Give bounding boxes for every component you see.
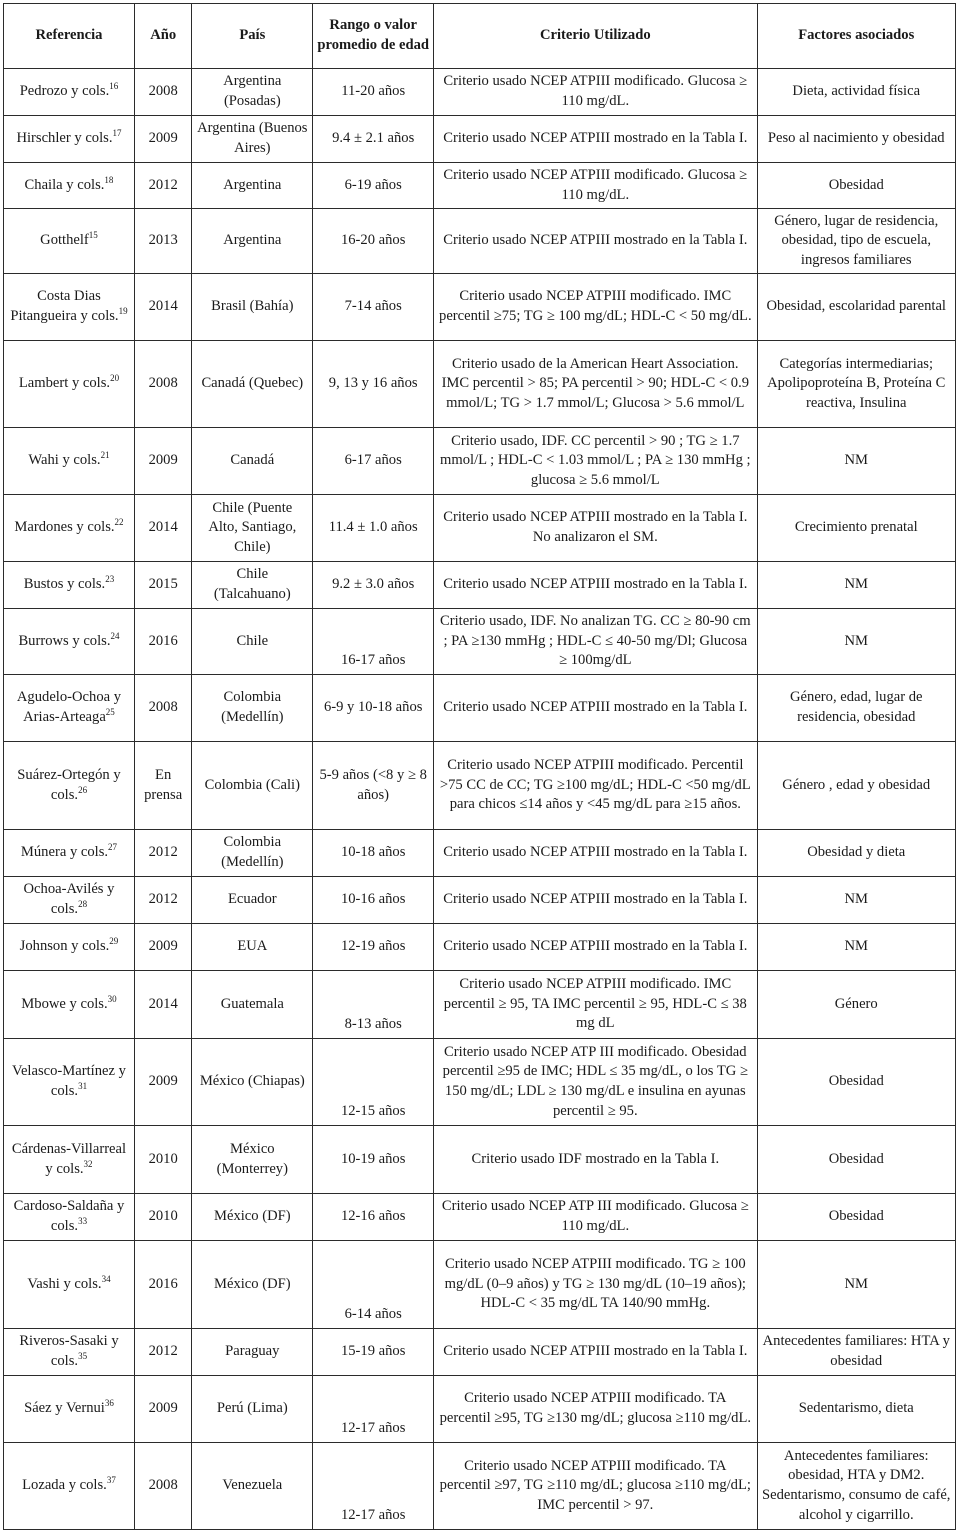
cell-year: 2012 [134,1329,191,1376]
table-row [4,971,956,1039]
cell-year: 2014 [134,274,191,341]
cell-country: Argentina (Posadas) [192,69,313,116]
cell-factors: Género, edad, lugar de residencia, obesidad [757,675,956,742]
cell-criteria: Criterio usado NCEP ATPIII modificado. IMC percentil ≥75; TG ≥ 100 mg/dL; HDL-C < 50 mg/dL. [434,274,757,341]
cell-age: 10-16 años [313,877,434,924]
cell-factors: Género, lugar de residencia, obesidad, tipo de escuela, ingresos familiares [757,209,956,274]
col-header-edad: Rango o valor promedio de edad [313,4,434,69]
cell-reference [4,1126,135,1194]
cell-factors: NM [757,924,956,971]
cell-criteria: Criterio usado NCEP ATPIII modificado. TG ≥ 100 mg/dL (0–9 años) y TG ≥ 130 mg/dL (10–19 años); HDL-C < 35 mg/dL TA 140/90 mmHg. [434,1241,757,1329]
cell-factors: Obesidad, escolaridad parental [757,274,956,341]
cell-criteria: Criterio usado NCEP ATPIII mostrado en la Tabla I. [434,830,757,877]
citation-number: 17 [112,128,122,139]
cell-factors: NM [757,609,956,675]
table-row [4,1329,956,1376]
cell-age: 12-17 años [313,1376,434,1443]
col-header-anio: Año [134,4,191,69]
table-row [4,274,956,341]
reference-text: Burrows y cols. [18,632,111,649]
cell-year: 2010 [134,1194,191,1241]
cell-year: 2009 [134,1039,191,1126]
cell-country: Canadá (Quebec) [192,341,313,428]
cell-factors: NM [757,428,956,495]
cell-reference [4,163,135,209]
cell-reference [4,274,135,341]
cell-country: Chile (Talcahuano) [192,562,313,609]
reference-text: Costa Dias Pitangueira y cols. [10,288,119,324]
cell-country: Colombia (Cali) [192,742,313,830]
cell-factors: Género , edad y obesidad [757,742,956,830]
table-row [4,1241,956,1329]
citation-number: 26 [78,784,88,795]
table-row [4,1194,956,1241]
table-row [4,1039,956,1126]
reference-text: Gotthelf [40,232,89,249]
table-row [4,495,956,562]
reference-text: Lambert y cols. [18,375,111,392]
cell-age: 9.2 ± 3.0 años [313,562,434,609]
citation-number: 36 [104,1398,114,1409]
cell-reference [4,742,135,830]
cell-country: Perú (Lima) [192,1376,313,1443]
cell-reference [4,675,135,742]
cell-criteria: Criterio usado NCEP ATPIII modificado. TA percentil ≥97, TG ≥110 mg/dL; glucosa ≥110 mg/dL; IMC percentil > 97. [434,1443,757,1530]
citation-number: 16 [109,81,119,92]
cell-country: Argentina [192,209,313,274]
citation-number: 28 [78,899,88,910]
cell-reference [4,69,135,116]
reference-text: Bustos y cols. [23,576,106,593]
citation-number: 31 [78,1081,88,1092]
cell-criteria: Criterio usado NCEP ATPIII mostrado en la Tabla I. [434,116,757,163]
cell-year: 2012 [134,830,191,877]
cell-reference [4,1039,135,1126]
cell-country: Paraguay [192,1329,313,1376]
reference-text: Ochoa-Avilés y cols. [23,881,115,917]
cell-age: 12-16 años [313,1194,434,1241]
cell-reference [4,877,135,924]
cell-year: 2015 [134,562,191,609]
cell-age: 7-14 años [313,274,434,341]
cell-age: 16-20 años [313,209,434,274]
table-row [4,1443,956,1530]
cell-factors: Obesidad [757,1039,956,1126]
reference-text: Pedrozo y cols. [19,83,110,100]
cell-country: Chile [192,609,313,675]
reference-text: Mardones y cols. [14,519,115,536]
citation-number: 22 [114,517,124,528]
table-row [4,341,956,428]
cell-year: En prensa [134,742,191,830]
table-row [4,924,956,971]
reference-text: Riveros-Sasaki y cols. [19,1333,119,1369]
cell-factors: NM [757,1241,956,1329]
cell-criteria: Criterio usado IDF mostrado en la Tabla I. [434,1126,757,1194]
cell-reference [4,341,135,428]
cell-criteria: Criterio usado NCEP ATP III modificado. Obesidad percentil ≥95 de IMC; HDL ≤ 35 mg/dL, o los TG ≥ 150 mg/dL; LDL ≥ 130 mg/dL e insulina en ayunas percentil ≥ 95. [434,1039,757,1126]
cell-criteria: Criterio usado NCEP ATP III modificado. Glucosa ≥ 110 mg/dL. [434,1194,757,1241]
cell-country: Venezuela [192,1443,313,1530]
cell-factors: Categorías intermediarias; Apolipoproteína B, Proteína C reactiva, Insulina [757,341,956,428]
cell-age: 11.4 ± 1.0 años [313,495,434,562]
cell-reference [4,1443,135,1530]
cell-reference [4,495,135,562]
table-row [4,830,956,877]
cell-age: 15-19 años [313,1329,434,1376]
cell-factors: Género [757,971,956,1039]
cell-year: 2014 [134,495,191,562]
cell-reference [4,562,135,609]
cell-age: 12-19 años [313,924,434,971]
citation-number: 29 [109,936,119,947]
cell-year: 2014 [134,971,191,1039]
cell-criteria: Criterio usado NCEP ATPIII mostrado en la Tabla I. [434,675,757,742]
cell-age: 9, 13 y 16 años [313,341,434,428]
table-row [4,609,956,675]
cell-reference [4,971,135,1039]
table-row [4,1376,956,1443]
cell-country: Chile (Puente Alto, Santiago, Chile) [192,495,313,562]
cell-country: Guatemala [192,971,313,1039]
citation-number: 25 [105,707,115,718]
reference-text: Cardoso-Saldaña y cols. [13,1198,125,1234]
cell-reference [4,428,135,495]
cell-age: 6-14 años [313,1241,434,1329]
cell-country: Ecuador [192,877,313,924]
cell-factors: Dieta, actividad física [757,69,956,116]
citation-number: 18 [104,174,114,185]
cell-age: 6-19 años [313,163,434,209]
cell-factors: Peso al nacimiento y obesidad [757,116,956,163]
cell-factors: Obesidad [757,1194,956,1241]
cell-reference [4,1376,135,1443]
cell-reference [4,1194,135,1241]
cell-year: 2012 [134,163,191,209]
cell-reference [4,924,135,971]
cell-criteria: Criterio usado de la American Heart Association. IMC percentil > 85; PA percentil > 90; HDL-C < 0.9 mmol/L; TG > 1.7 mmol/L; Glucosa > 5.6 mmol/L [434,341,757,428]
cell-age: 12-17 años [313,1443,434,1530]
citation-number: 15 [88,230,98,241]
cell-criteria: Criterio usado, IDF. CC percentil > 90 ; TG ≥ 1.7 mmol/L ; HDL-C < 1.03 mmol/L ; PA ≥ 130 mmHg ; glucosa ≥ 5.6 mmol/L [434,428,757,495]
cell-year: 2013 [134,209,191,274]
reference-text: Chaila y cols. [24,176,105,193]
cell-criteria: Criterio usado NCEP ATPIII mostrado en la Tabla I. [434,209,757,274]
cell-age: 9.4 ± 2.1 años [313,116,434,163]
reference-text: Mbowe y cols. [21,995,108,1012]
table-row [4,116,956,163]
reference-text: Cárdenas-Villarreal y cols. [11,1140,127,1177]
cell-country: Colombia (Medellín) [192,830,313,877]
cell-reference [4,1241,135,1329]
cell-age: 5-9 años (<8 y ≥ 8 años) [313,742,434,830]
studies-table [3,3,956,1530]
cell-country: Canadá [192,428,313,495]
cell-age: 10-18 años [313,830,434,877]
col-header-referencia: Referencia [4,4,135,69]
cell-factors: NM [757,562,956,609]
citation-number: 34 [101,1273,111,1284]
reference-text: Sáez y Vernui [24,1400,105,1417]
cell-year: 2016 [134,609,191,675]
cell-age: 10-19 años [313,1126,434,1194]
cell-reference [4,209,135,274]
table-row [4,163,956,209]
table-row [4,742,956,830]
cell-year: 2009 [134,1376,191,1443]
cell-age: 6-9 y 10-18 años [313,675,434,742]
cell-year: 2012 [134,877,191,924]
cell-factors: Antecedentes familiares: HTA y obesidad [757,1329,956,1376]
cell-country: México (DF) [192,1194,313,1241]
citation-number: 23 [105,574,115,585]
cell-age: 16-17 años [313,609,434,675]
cell-reference [4,1329,135,1376]
cell-year: 2008 [134,69,191,116]
cell-year: 2009 [134,116,191,163]
cell-factors: Obesidad y dieta [757,830,956,877]
cell-criteria: Criterio usado NCEP ATPIII mostrado en la Tabla I. [434,877,757,924]
reference-text: Lozada y cols. [22,1477,107,1494]
citation-number: 24 [110,630,120,641]
reference-text: Múnera y cols. [20,844,109,861]
reference-text: Suárez-Ortegón y cols. [17,766,121,803]
cell-age: 6-17 años [313,428,434,495]
header-row [4,4,956,69]
cell-criteria: Criterio usado NCEP ATPIII modificado. TA percentil ≥95, TG ≥130 mg/dL; glucosa ≥110 mg/dL. [434,1376,757,1443]
col-header-factores: Factores asociados [757,4,956,69]
cell-factors: Antecedentes familiares: obesidad, HTA y DM2. Sedentarismo, consumo de café, alcohol y cigarrillo. [757,1443,956,1530]
cell-year: 2008 [134,341,191,428]
cell-reference [4,830,135,877]
cell-factors: Crecimiento prenatal [757,495,956,562]
citation-number: 37 [106,1475,116,1486]
cell-reference [4,116,135,163]
reference-text: Hirschler y cols. [16,130,113,147]
cell-country: Colombia (Medellín) [192,675,313,742]
cell-country: México (Monterrey) [192,1126,313,1194]
cell-criteria: Criterio usado NCEP ATPIII mostrado en la Tabla I. [434,1329,757,1376]
cell-year: 2009 [134,924,191,971]
citation-number: 32 [83,1158,93,1169]
cell-factors: Sedentarismo, dieta [757,1376,956,1443]
reference-text: Johnson y cols. [19,938,110,955]
cell-age: 12-15 años [313,1039,434,1126]
cell-age: 8-13 años [313,971,434,1039]
reference-text: Agudelo-Ochoa y Arias-Arteaga [16,689,122,725]
cell-criteria: Criterio usado NCEP ATPIII mostrado en la Tabla I. No analizaron el SM. [434,495,757,562]
table-body [4,69,956,1530]
cell-country: EUA [192,924,313,971]
cell-criteria: Criterio usado, IDF. No analizan TG. CC ≥ 80-90 cm ; PA ≥130 mmHg ; HDL-C ≤ 40-50 mg/Dl; Glucosa ≥ 100mg/dL [434,609,757,675]
cell-age: 11-20 años [313,69,434,116]
cell-year: 2008 [134,1443,191,1530]
cell-country: México (Chiapas) [192,1039,313,1126]
cell-factors: Obesidad [757,163,956,209]
cell-country: Argentina (Buenos Aires) [192,116,313,163]
col-header-pais: País [192,4,313,69]
table-row [4,428,956,495]
citation-number: 33 [78,1216,88,1227]
cell-criteria: Criterio usado NCEP ATPIII modificado. Glucosa ≥ 110 mg/dL. [434,69,757,116]
cell-reference [4,609,135,675]
cell-criteria: Criterio usado NCEP ATPIII mostrado en la Tabla I. [434,562,757,609]
cell-criteria: Criterio usado NCEP ATPIII modificado. IMC percentil ≥ 95, TA IMC percentil ≥ 95, HDL-C ≤ 38 mg dL [434,971,757,1039]
cell-factors: Obesidad [757,1126,956,1194]
citation-number: 21 [100,450,110,461]
cell-country: México (DF) [192,1241,313,1329]
citation-number: 20 [110,373,120,384]
citation-number: 27 [108,842,118,853]
table-row [4,562,956,609]
table-row [4,877,956,924]
cell-year: 2010 [134,1126,191,1194]
cell-criteria: Criterio usado NCEP ATPIII mostrado en la Tabla I. [434,924,757,971]
cell-year: 2016 [134,1241,191,1329]
table-row [4,1126,956,1194]
cell-factors: NM [757,877,956,924]
table-row [4,675,956,742]
citation-number: 30 [107,993,117,1004]
reference-text: Wahi y cols. [28,452,101,469]
cell-year: 2008 [134,675,191,742]
table-row [4,69,956,116]
cell-criteria: Criterio usado NCEP ATPIII modificado. Percentil >75 CC de CC; TG ≥100 mg/dL; HDL-C <50 mg/dL para chicos ≤14 años y <45 mg/dL para ≥15 años. [434,742,757,830]
cell-country: Argentina [192,163,313,209]
cell-country: Brasil (Bahía) [192,274,313,341]
reference-text: Vashi y cols. [27,1275,102,1292]
citation-number: 35 [78,1351,88,1362]
citation-number: 19 [118,306,128,317]
col-header-criterio: Criterio Utilizado [434,4,757,69]
cell-criteria: Criterio usado NCEP ATPIII modificado. Glucosa ≥ 110 mg/dL. [434,163,757,209]
cell-year: 2009 [134,428,191,495]
table-row [4,209,956,274]
reference-text: Velasco-Martínez y cols. [12,1063,126,1099]
